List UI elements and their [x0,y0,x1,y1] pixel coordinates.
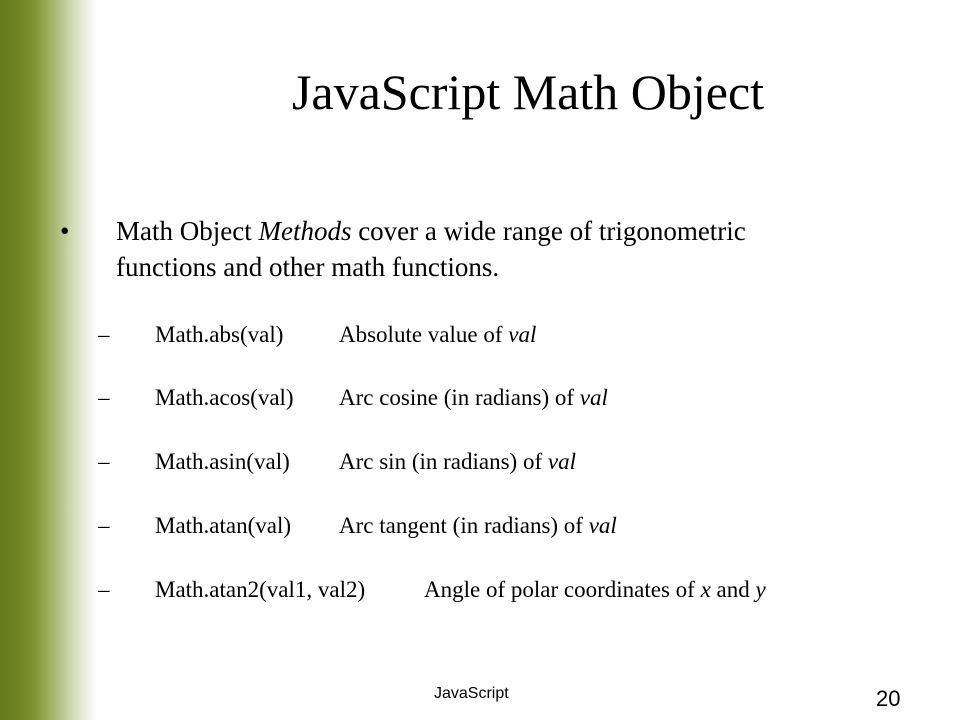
dash-marker: – [98,322,110,347]
method-description-var-y: y [755,577,766,602]
method-description-text: Arc tangent (in radians) of [339,513,589,538]
method-description [339,383,608,413]
slide-title: JavaScript Math Object [291,64,765,120]
method-description-var-x: x [700,577,711,602]
decorative-side-band [0,0,96,720]
method-description-var: val [579,385,608,410]
footer-label: JavaScript [434,685,509,702]
method-description [339,511,617,541]
dash-marker: – [98,577,110,602]
method-description [424,575,766,605]
dash-marker: – [98,513,110,538]
method-description-joiner: and [710,577,756,602]
method-name: Math.asin(val) [155,449,290,474]
method-description-text: Absolute value of [339,322,509,347]
method-description-var: val [508,322,537,347]
bullet-line-1-post: cover a wide range of trigonometric [351,216,746,246]
page-number: 20 [876,686,901,711]
method-description-var: val [588,513,617,538]
method-name: Math.abs(val) [155,322,284,347]
method-description-text: Arc cosine (in radians) of [339,385,580,410]
method-description [339,320,536,350]
bullet-mark: • [60,216,70,246]
dash-marker: – [98,449,110,474]
method-name: Math.atan(val) [155,513,292,538]
method-name: Math.acos(val) [155,385,294,410]
method-name: Math.atan2(val1, val2) [155,577,366,602]
bullet-line-1 [116,213,916,249]
bullet-line-2: functions and other math functions. [116,252,500,282]
dash-marker: – [98,385,110,410]
bullet-line-1-pre: Math Object [116,216,259,246]
method-description [339,447,576,477]
bullet-line-1-emphasis: Methods [258,216,352,246]
method-description-text: Arc sin (in radians) of [339,449,548,474]
method-description-text: Angle of polar coordinates of [424,577,701,602]
bullet-text [116,213,916,285]
method-description-var: val [547,449,576,474]
